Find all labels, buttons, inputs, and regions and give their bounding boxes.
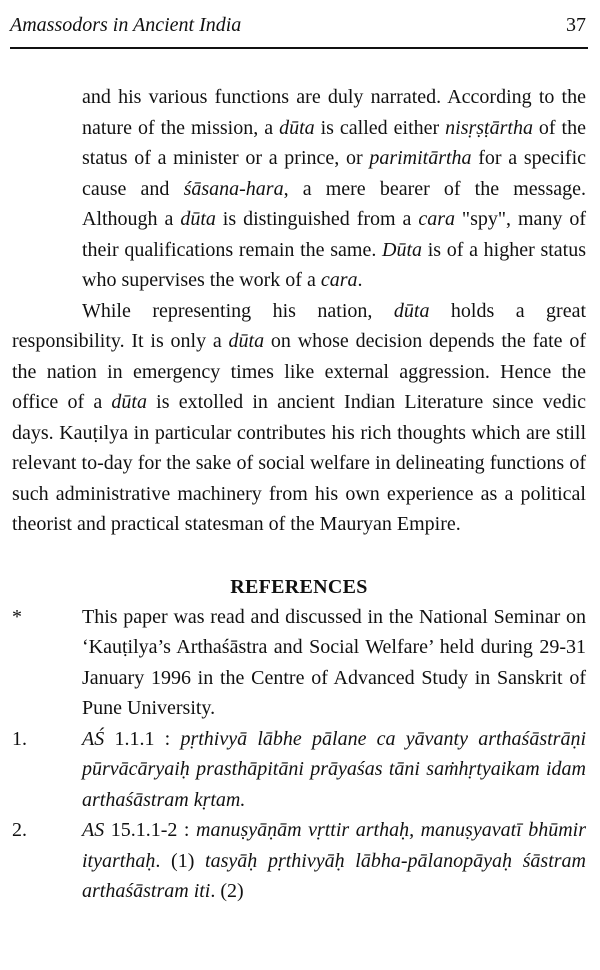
paragraph-duta-responsibility: While representing his nation, dūta holds a great responsibility. It is only a dūta on whose decision depends the fate of the nation in emergency times like external aggression. Hence the office of a dūta is extolled in ancient Indian Literature since vedic days. Kauṭilya in particular contributes his rich thoughts which are still relevant to-day for the sake of social welfare in delineating functions of such administrative machinery from his own experience as a political theorist and practical statesman of the Mauryan Empire. [12,299,587,535]
body-text [12,82,586,907]
reference-note [12,602,586,724]
reference-marker: 1. [12,727,27,750]
reference-text: AS 15.1.1-2 : manuṣyāṇām vṛttir arthaḥ, manuṣyavatī bhūmir ityarthaḥ. (1) tasyāḥ pṛthivyāḥ lābha-pālanopāyaḥ śāstram arthaśāstram iti. (2) [82,819,586,902]
paragraph-continued: and his various functions are duly narrated. According to the nature of the mission, a dūta is called either nisṛṣṭārtha of the status of a minister or a prince, or parimitārtha for a specific cause and śāsana-hara, a mere bearer of the message. Although a dūta is distinguished from a cara "spy", many of their qualifications remain the same. Dūta is of a higher status who supervises the work of a cara. [82,86,587,291]
page-number: 37 [566,14,586,36]
reference-text: AŚ 1.1.1 : pṛthivyā lābhe pālane ca yāvanty arthaśāstrāṇi pūrvācāryaiḥ prasthāpitāni prāyaśas tāni saṁhṛtyaikam idam arthaśāstram kṛtam. [82,727,586,811]
header-rule [10,47,588,49]
reference-marker: * [12,605,22,628]
reference-marker: 2. [12,819,27,841]
reference-1 [12,724,586,816]
page-header [10,14,586,44]
references-heading: REFERENCES [230,575,368,598]
reference-text: This paper was read and discussed in the National Seminar on ‘Kauṭilya’s Arthaśāstra and Social Welfare’ held during 29-31 January 1996 in the Centre of Advanced Study in Sanskrit of Pune University. [82,605,586,719]
reference-2 [12,815,586,907]
running-head: Amassodors in Ancient India [10,14,242,36]
